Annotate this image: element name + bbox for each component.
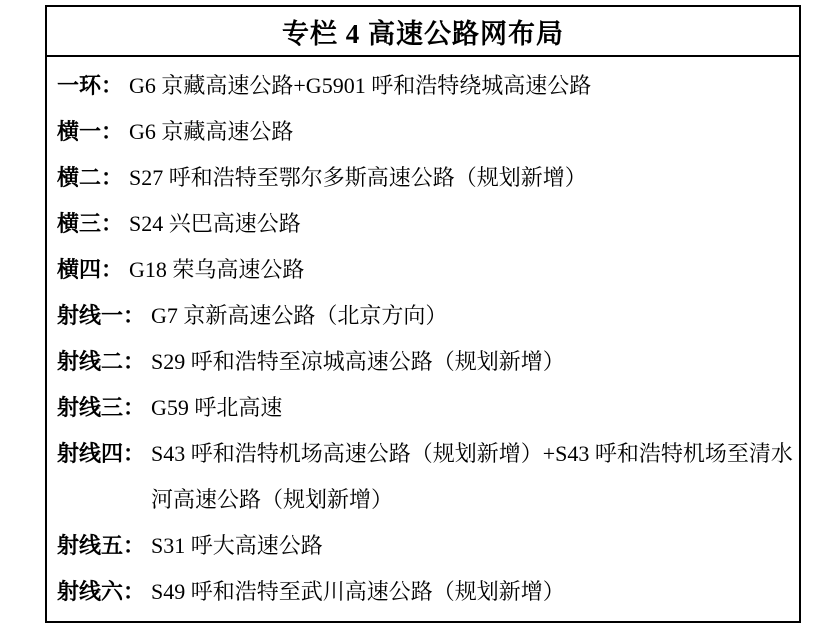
row-label: 射线二： <box>57 349 146 374</box>
panel-header <box>47 7 799 57</box>
list-item <box>57 109 793 155</box>
list-item <box>57 339 793 385</box>
row-content: G59 呼北高速 <box>151 395 283 420</box>
list-item <box>57 523 793 569</box>
row-label: 横二： <box>57 165 124 190</box>
row-content: G6 京藏高速公路 <box>129 119 294 144</box>
row-label: 射线一： <box>57 303 146 328</box>
rows-container <box>47 57 799 615</box>
list-item <box>57 155 793 201</box>
row-content: S24 兴巴高速公路 <box>129 211 301 236</box>
row-label: 横一： <box>57 119 124 144</box>
row-content: S27 呼和浩特至鄂尔多斯高速公路（规划新增） <box>129 165 587 190</box>
row-label: 横三： <box>57 211 124 236</box>
row-label: 射线四： <box>57 441 146 466</box>
list-item <box>57 293 793 339</box>
row-label: 射线六： <box>57 579 146 604</box>
row-content: S31 呼大高速公路 <box>151 533 323 558</box>
row-content: S49 呼和浩特至武川高速公路（规划新增） <box>151 579 565 604</box>
list-item <box>57 247 793 293</box>
list-item <box>57 569 793 615</box>
list-item <box>57 63 793 109</box>
row-content: S43 呼和浩特机场高速公路（规划新增）+S43 呼和浩特机场至清水河高速公路（规划新增） <box>151 441 793 512</box>
row-content: G6 京藏高速公路+G5901 呼和浩特绕城高速公路 <box>129 73 592 98</box>
expressway-network-panel <box>45 5 801 623</box>
row-label: 射线五： <box>57 533 146 558</box>
row-label: 横四： <box>57 257 124 282</box>
row-content: G18 荣乌高速公路 <box>129 257 305 282</box>
list-item <box>57 385 793 431</box>
list-item <box>57 431 793 523</box>
row-content: G7 京新高速公路（北京方向） <box>151 303 448 328</box>
row-content: S29 呼和浩特至凉城高速公路（规划新增） <box>151 349 565 374</box>
row-label: 一环： <box>57 73 124 98</box>
panel-title: 专栏 4 高速公路网布局 <box>282 18 564 49</box>
row-label: 射线三： <box>57 395 146 420</box>
list-item <box>57 201 793 247</box>
